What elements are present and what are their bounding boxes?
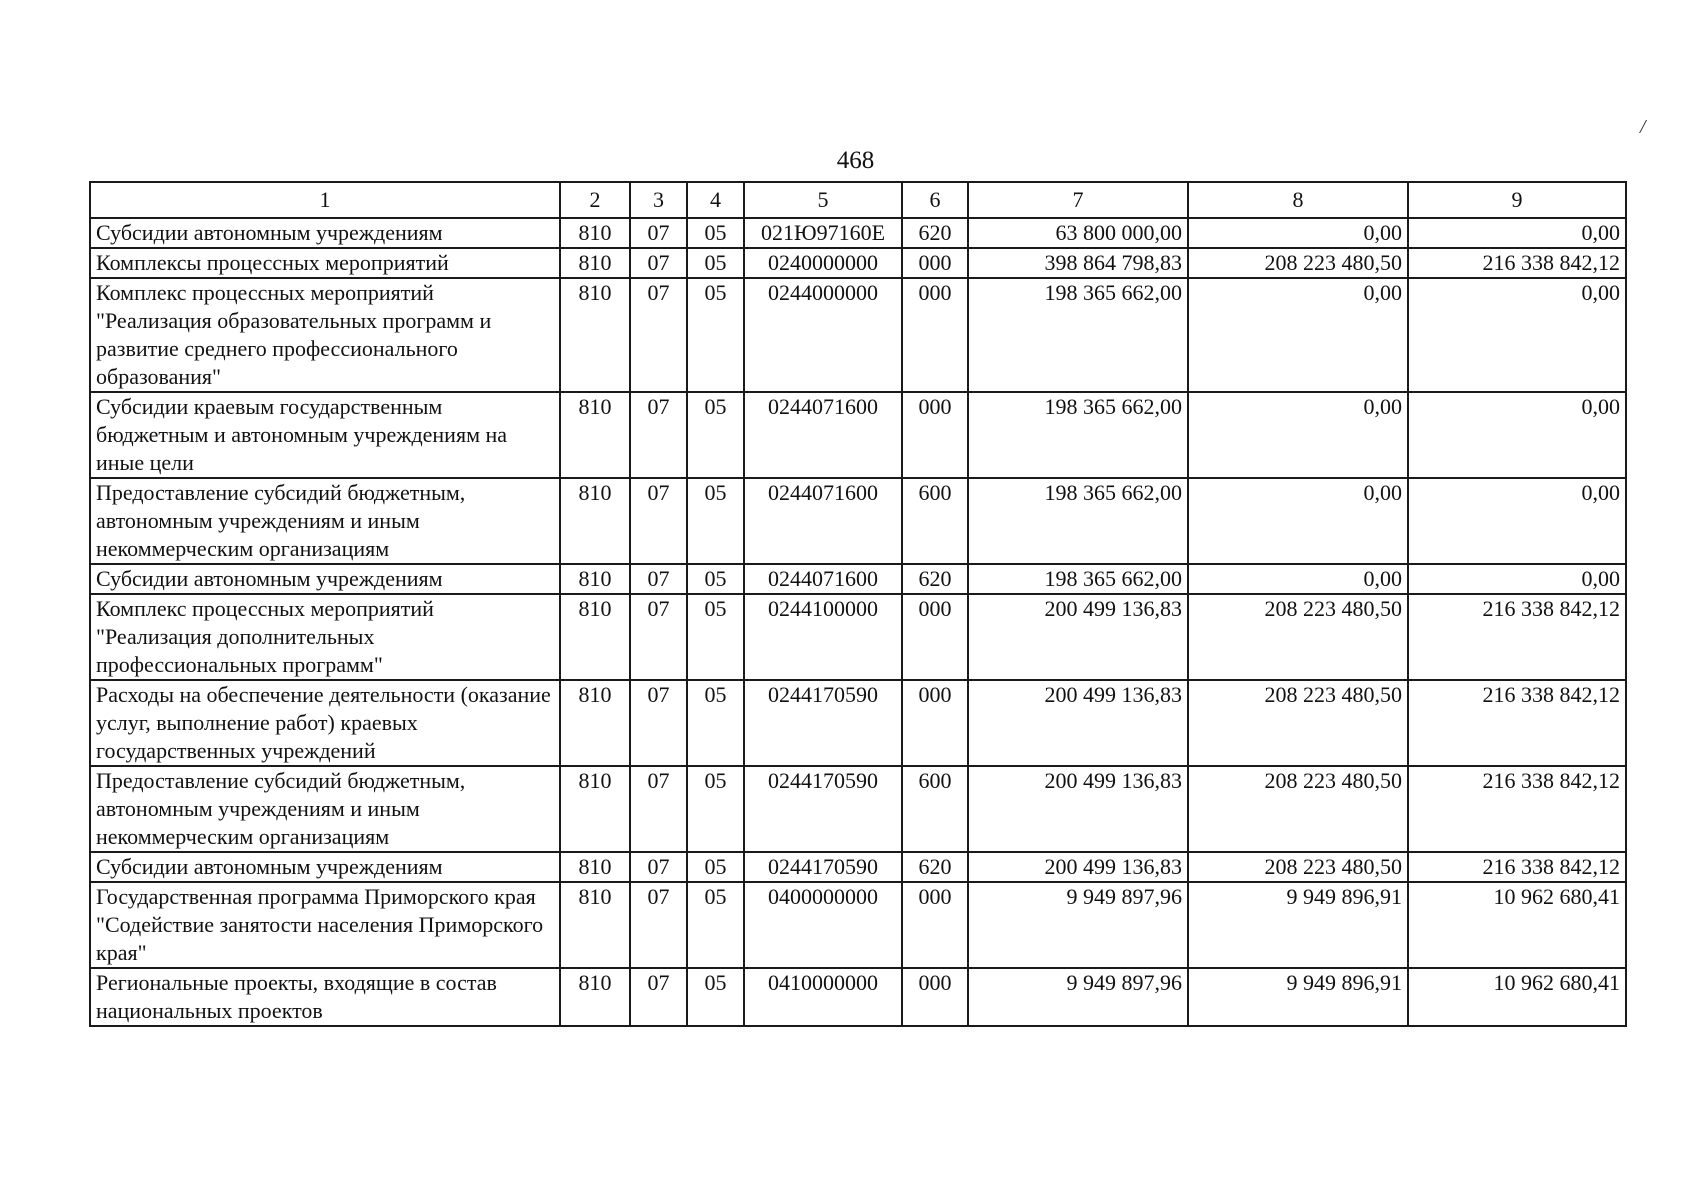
amount-col-7: 398 864 798,83 xyxy=(968,248,1188,278)
amount-col-7: 200 499 136,83 xyxy=(968,594,1188,680)
amount-col-7: 63 800 000,00 xyxy=(968,218,1188,248)
row-description: Субсидии автономным учреждениям xyxy=(90,852,560,882)
table-row xyxy=(90,278,1626,392)
subsection-code: 05 xyxy=(687,218,744,248)
target-article-code: 021Ю97160Е xyxy=(744,218,902,248)
amount-col-8: 0,00 xyxy=(1188,278,1408,392)
target-article-code: 0400000000 xyxy=(744,882,902,968)
table-header-row xyxy=(90,182,1626,218)
subsection-code: 05 xyxy=(687,594,744,680)
subsection-code: 05 xyxy=(687,564,744,594)
amount-col-7: 9 949 897,96 xyxy=(968,882,1188,968)
amount-col-8: 9 949 896,91 xyxy=(1188,968,1408,1026)
section-code: 07 xyxy=(630,248,687,278)
expense-type-code: 600 xyxy=(902,766,968,852)
table-body xyxy=(90,218,1626,1026)
amount-col-8: 9 949 896,91 xyxy=(1188,882,1408,968)
table-row xyxy=(90,680,1626,766)
expense-type-code: 000 xyxy=(902,248,968,278)
amount-col-8: 208 223 480,50 xyxy=(1188,852,1408,882)
amount-col-9: 0,00 xyxy=(1408,564,1626,594)
margin-mark: / xyxy=(1640,116,1646,138)
amount-col-9: 216 338 842,12 xyxy=(1408,680,1626,766)
subsection-code: 05 xyxy=(687,478,744,564)
amount-col-9: 216 338 842,12 xyxy=(1408,852,1626,882)
target-article-code: 0244071600 xyxy=(744,392,902,478)
amount-col-7: 9 949 897,96 xyxy=(968,968,1188,1026)
ministry-code: 810 xyxy=(560,218,630,248)
section-code: 07 xyxy=(630,680,687,766)
ministry-code: 810 xyxy=(560,278,630,392)
section-code: 07 xyxy=(630,882,687,968)
amount-col-8: 0,00 xyxy=(1188,218,1408,248)
target-article-code: 0244170590 xyxy=(744,766,902,852)
amount-col-9: 0,00 xyxy=(1408,218,1626,248)
section-code: 07 xyxy=(630,278,687,392)
amount-col-7: 198 365 662,00 xyxy=(968,392,1188,478)
amount-col-8: 0,00 xyxy=(1188,392,1408,478)
row-description: Субсидии автономным учреждениям xyxy=(90,564,560,594)
amount-col-7: 198 365 662,00 xyxy=(968,564,1188,594)
column-header: 8 xyxy=(1188,182,1408,218)
section-code: 07 xyxy=(630,594,687,680)
expense-type-code: 000 xyxy=(902,392,968,478)
target-article-code: 0244071600 xyxy=(744,478,902,564)
amount-col-7: 200 499 136,83 xyxy=(968,766,1188,852)
row-description: Предоставление субсидий бюджетным, автономным учреждениям и иным некоммерческим организациям xyxy=(90,478,560,564)
section-code: 07 xyxy=(630,218,687,248)
amount-col-8: 208 223 480,50 xyxy=(1188,248,1408,278)
column-header: 9 xyxy=(1408,182,1626,218)
section-code: 07 xyxy=(630,392,687,478)
amount-col-9: 0,00 xyxy=(1408,478,1626,564)
section-code: 07 xyxy=(630,968,687,1026)
section-code: 07 xyxy=(630,478,687,564)
amount-col-9: 0,00 xyxy=(1408,392,1626,478)
subsection-code: 05 xyxy=(687,248,744,278)
ministry-code: 810 xyxy=(560,248,630,278)
column-header: 6 xyxy=(902,182,968,218)
ministry-code: 810 xyxy=(560,392,630,478)
amount-col-9: 0,00 xyxy=(1408,278,1626,392)
amount-col-9: 10 962 680,41 xyxy=(1408,882,1626,968)
column-header: 3 xyxy=(630,182,687,218)
target-article-code: 0410000000 xyxy=(744,968,902,1026)
subsection-code: 05 xyxy=(687,278,744,392)
amount-col-7: 200 499 136,83 xyxy=(968,680,1188,766)
column-header: 5 xyxy=(744,182,902,218)
target-article-code: 0240000000 xyxy=(744,248,902,278)
subsection-code: 05 xyxy=(687,680,744,766)
amount-col-8: 208 223 480,50 xyxy=(1188,594,1408,680)
section-code: 07 xyxy=(630,766,687,852)
row-description: Комплексы процессных мероприятий xyxy=(90,248,560,278)
subsection-code: 05 xyxy=(687,968,744,1026)
ministry-code: 810 xyxy=(560,882,630,968)
expense-type-code: 000 xyxy=(902,594,968,680)
table-row xyxy=(90,392,1626,478)
row-description: Государственная программа Приморского края "Содействие занятости населения Приморского края" xyxy=(90,882,560,968)
row-description: Региональные проекты, входящие в состав национальных проектов xyxy=(90,968,560,1026)
expense-type-code: 620 xyxy=(902,852,968,882)
section-code: 07 xyxy=(630,564,687,594)
subsection-code: 05 xyxy=(687,766,744,852)
ministry-code: 810 xyxy=(560,680,630,766)
table-row xyxy=(90,852,1626,882)
row-description: Субсидии автономным учреждениям xyxy=(90,218,560,248)
subsection-code: 05 xyxy=(687,882,744,968)
target-article-code: 0244100000 xyxy=(744,594,902,680)
table-row xyxy=(90,766,1626,852)
table-row xyxy=(90,594,1626,680)
ministry-code: 810 xyxy=(560,852,630,882)
target-article-code: 0244071600 xyxy=(744,564,902,594)
amount-col-8: 0,00 xyxy=(1188,564,1408,594)
column-header: 7 xyxy=(968,182,1188,218)
expense-type-code: 620 xyxy=(902,218,968,248)
amount-col-7: 198 365 662,00 xyxy=(968,478,1188,564)
table-row xyxy=(90,968,1626,1026)
budget-table xyxy=(89,181,1627,1027)
subsection-code: 05 xyxy=(687,852,744,882)
amount-col-9: 216 338 842,12 xyxy=(1408,766,1626,852)
row-description: Комплекс процессных мероприятий "Реализация образовательных программ и развитие среднего профессионального образования" xyxy=(90,278,560,392)
amount-col-7: 200 499 136,83 xyxy=(968,852,1188,882)
ministry-code: 810 xyxy=(560,766,630,852)
column-header: 2 xyxy=(560,182,630,218)
ministry-code: 810 xyxy=(560,594,630,680)
table-row xyxy=(90,248,1626,278)
section-code: 07 xyxy=(630,852,687,882)
table-row xyxy=(90,882,1626,968)
expense-type-code: 000 xyxy=(902,882,968,968)
amount-col-9: 216 338 842,12 xyxy=(1408,594,1626,680)
table-row xyxy=(90,478,1626,564)
ministry-code: 810 xyxy=(560,564,630,594)
target-article-code: 0244000000 xyxy=(744,278,902,392)
table-row xyxy=(90,218,1626,248)
page-number: 468 xyxy=(836,147,875,174)
row-description: Субсидии краевым государственным бюджетным и автономным учреждениям на иные цели xyxy=(90,392,560,478)
ministry-code: 810 xyxy=(560,478,630,564)
amount-col-9: 10 962 680,41 xyxy=(1408,968,1626,1026)
amount-col-8: 208 223 480,50 xyxy=(1188,680,1408,766)
amount-col-7: 198 365 662,00 xyxy=(968,278,1188,392)
row-description: Расходы на обеспечение деятельности (оказание услуг, выполнение работ) краевых государственных учреждений xyxy=(90,680,560,766)
ministry-code: 810 xyxy=(560,968,630,1026)
column-header: 4 xyxy=(687,182,744,218)
row-description: Комплекс процессных мероприятий "Реализация дополнительных профессиональных программ" xyxy=(90,594,560,680)
target-article-code: 0244170590 xyxy=(744,680,902,766)
expense-type-code: 620 xyxy=(902,564,968,594)
row-description: Предоставление субсидий бюджетным, автономным учреждениям и иным некоммерческим организациям xyxy=(90,766,560,852)
expense-type-code: 000 xyxy=(902,968,968,1026)
table-row xyxy=(90,564,1626,594)
amount-col-9: 216 338 842,12 xyxy=(1408,248,1626,278)
column-header: 1 xyxy=(90,182,560,218)
expense-type-code: 000 xyxy=(902,680,968,766)
amount-col-8: 208 223 480,50 xyxy=(1188,766,1408,852)
expense-type-code: 000 xyxy=(902,278,968,392)
expense-type-code: 600 xyxy=(902,478,968,564)
subsection-code: 05 xyxy=(687,392,744,478)
target-article-code: 0244170590 xyxy=(744,852,902,882)
amount-col-8: 0,00 xyxy=(1188,478,1408,564)
